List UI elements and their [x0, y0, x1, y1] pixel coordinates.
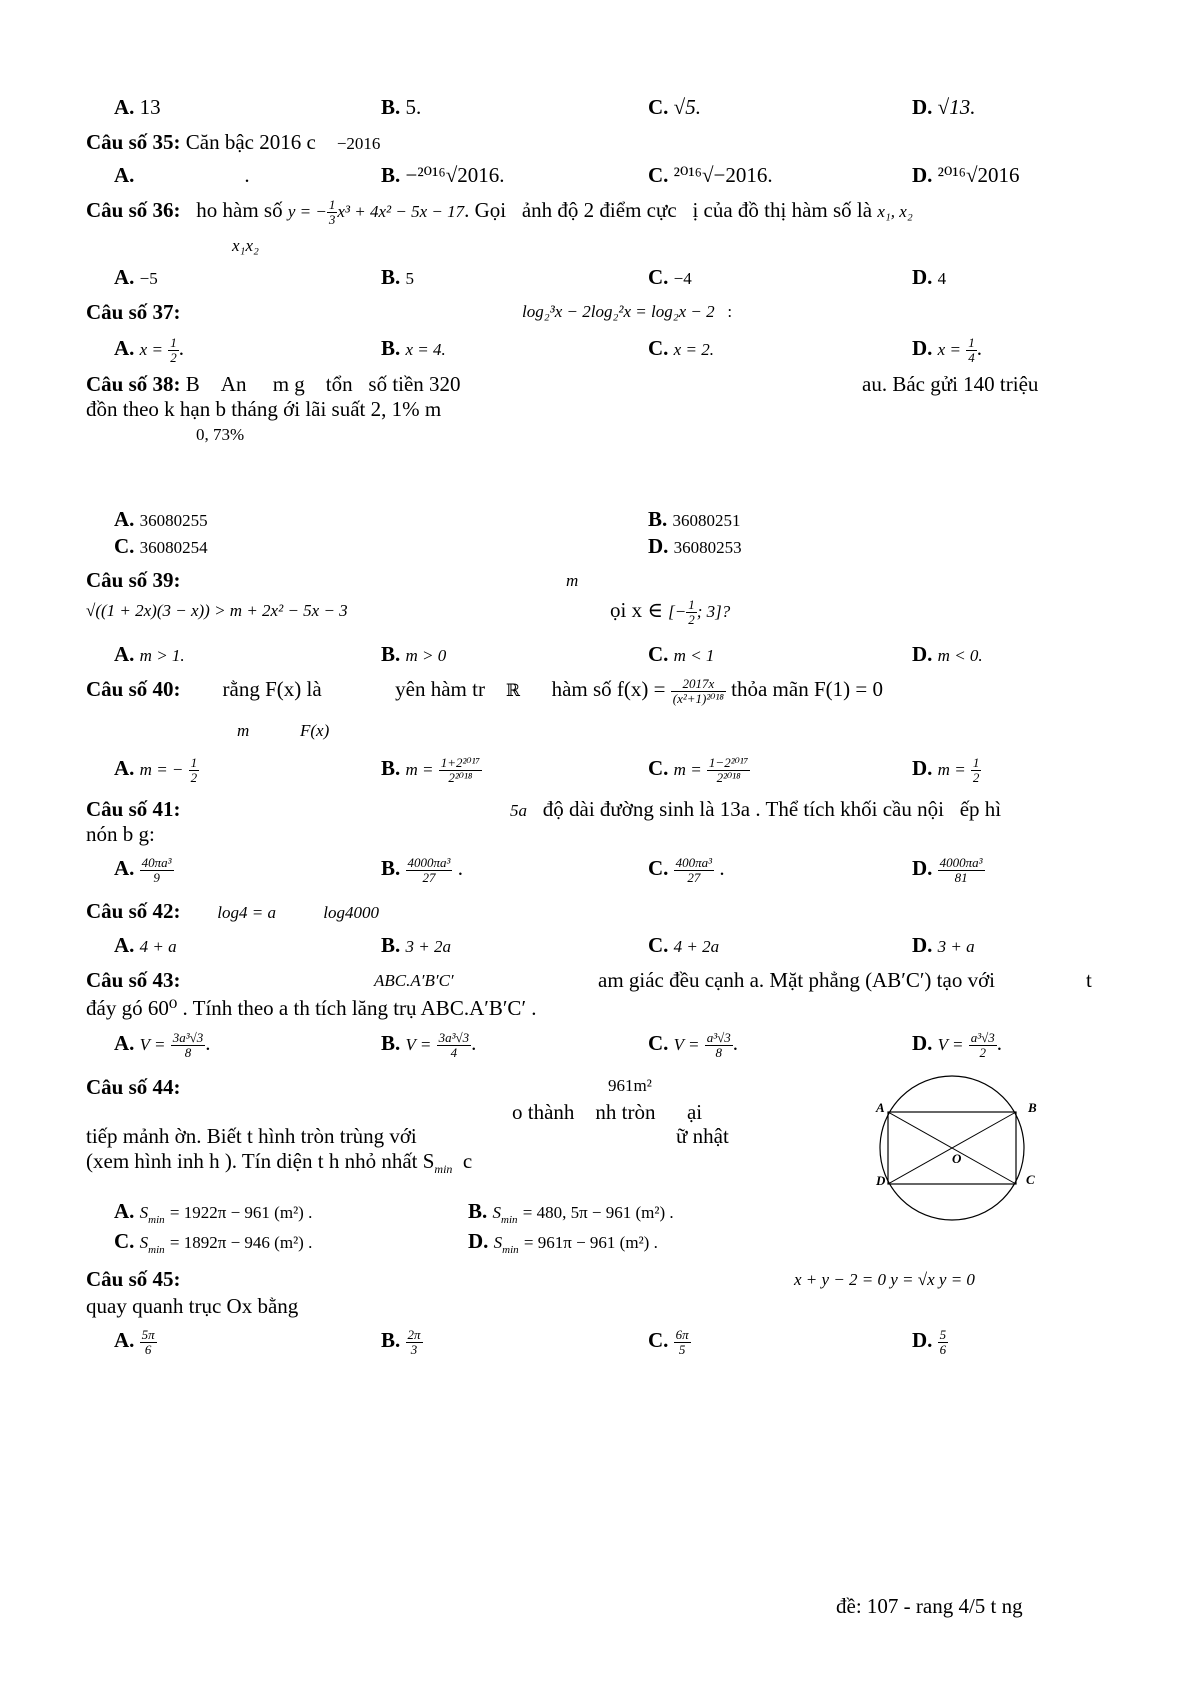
q44-line-4: (xem hình inh h ). Tín diện t h nhỏ nhất $S_{min}$ c — [86, 1149, 473, 1177]
q44-line-3: tiếp mảnh ờn. Biết t hình tròn trùng với — [86, 1124, 417, 1148]
q39-option-a: A. m > 1. — [114, 642, 185, 666]
q44-label: Câu số 44: — [86, 1075, 181, 1099]
q44-figure-point-c: C — [1026, 1172, 1035, 1187]
q45-equations: x + y − 2 = 0 y = √x y = 0 — [794, 1270, 975, 1289]
q43-option-c: C. V = $\frac{\text{a³√3}}{8}$ . — [648, 1030, 739, 1060]
q34-option-c: C. √5. — [648, 95, 701, 119]
q44-option-a: A. $S_{min} = 1922\pi - 961$ (m²) . — [114, 1199, 313, 1227]
q43-stem-end: t — [1086, 968, 1092, 992]
q42-option-a: A. 4 + a — [114, 933, 177, 957]
q44-area: 961m² — [608, 1076, 652, 1095]
q36-option-d: D. 4 — [912, 265, 947, 289]
q44-figure-point-b: B — [1028, 1100, 1037, 1115]
q37-equation: log₂³x − 2log₂²x = log₂x − 2 : — [522, 302, 733, 321]
page-footer: đề: 107 - rang 4/5 t ng — [836, 1594, 1023, 1618]
q44-option-c: C. $S_{min} = 1892\pi - 946$ (m²) . — [114, 1229, 313, 1257]
q43-option-a: A. V = $\frac{\text{3a³√3}}{8}$ . — [114, 1030, 211, 1060]
q44-figure-point-a: A — [876, 1100, 885, 1115]
q40-line-2-F: F(x) — [300, 721, 330, 740]
q41-label: Câu số 41: — [86, 797, 181, 821]
q39-option-c: C. m < 1 — [648, 642, 715, 666]
q44-option-b: B. $S_{min} = 480$, 5π − 961 (m²) . — [468, 1199, 674, 1227]
q40-line-2-m: m — [237, 721, 250, 740]
q36-option-c: C. −4 — [648, 265, 692, 289]
q39-condition: ọi x ∈ [− $\frac{1}{2}$ ; 3]? — [610, 597, 731, 627]
q42-option-d: D. 3 + a — [912, 933, 975, 957]
q36-option-b: B. 5 — [381, 265, 415, 289]
q34-option-a: A. 13 — [114, 95, 161, 119]
q41-option-b: B. $\frac{\text{4000πa³}}{27}$ . — [381, 855, 463, 885]
q42-option-b: B. 3 + 2a — [381, 933, 451, 957]
q45-option-b: B. $\frac{2\pi}{3}$ — [381, 1327, 421, 1357]
q34-option-b: B. 5. — [381, 95, 422, 119]
q34-option-d: D. √13. — [912, 95, 976, 119]
q38-line-2: đồn theo k hạn b tháng ới lãi suất 2, 1% m — [86, 397, 442, 421]
q38-line-1-end: au. Bác gửi 140 triệu — [862, 372, 1039, 396]
q44-figure-circle-rectangle — [870, 1068, 1040, 1228]
q43-prism: ABC.A′B′C′ — [374, 971, 454, 990]
q36-option-a: A. −5 — [114, 265, 158, 289]
q43-stem: am giác đều cạnh a. Mặt phẳng (AB′C′) tạo với — [598, 968, 996, 992]
q41-option-c: C. $\frac{\text{400πa³}}{27}$ . — [648, 855, 725, 885]
q43-line-2: đáy gó 60⁰ . Tính theo a th tích lăng trụ ABC.A′B′C′ . — [86, 996, 537, 1020]
q41-option-a: A. $\frac{\text{40πa³}}{9}$ — [114, 855, 172, 885]
q43-option-b: B. V = $\frac{\text{3a³√3}}{4}$ . — [381, 1030, 477, 1060]
q37-option-a: A. x = $\frac{1}{2}$ . — [114, 335, 184, 365]
q38-line-1: Câu số 38: B An m g tổn số tiền 320 — [86, 372, 461, 396]
q36-stem: Câu số 36: ho hàm số y = − $\frac{1}{3}$ x³ + 4x² − 5x − 17. Gọi ảnh độ 2 điểm cực ị của đồ thị hàm số là x₁, x₂ — [86, 197, 913, 227]
q41-line-2: nón b g: — [86, 822, 155, 846]
q37-label: Câu số 37: — [86, 300, 181, 324]
q40-stem: Câu số 40: rằng F(x) là yên hàm tr ℝ hàm số f(x) = $\frac{2017x}{\text{(x²+1)²⁰¹⁸}}$ thỏa mãn F(1) = 0 — [86, 676, 883, 706]
q40-option-b: B. m = $\frac{\text{1+2²⁰¹⁷}}{\text{2²⁰¹⁸}}$ — [381, 755, 481, 785]
q43-label: Câu số 43: — [86, 968, 181, 992]
q35-stem: Câu số 35: Căn bậc 2016 c −2016 — [86, 130, 381, 154]
q37-option-d: D. x = $\frac{1}{4}$ . — [912, 335, 982, 365]
q42-option-c: C. 4 + 2a — [648, 933, 720, 957]
q40-option-a: A. m = − $\frac{1}{2}$ — [114, 755, 198, 785]
q35-option-d: D. ²⁰¹⁶√2016 — [912, 163, 1020, 187]
q37-option-c: C. x = 2. — [648, 336, 714, 360]
q41-stem: 5a độ dài đường sinh là 13a . Thể tích khối cầu nội ếp hì — [510, 797, 1002, 821]
q39-option-b: B. m > 0 — [381, 642, 447, 666]
q35-option-b: B. −²⁰¹⁶√2016. — [381, 163, 505, 187]
q38-line-3: 0, 73% — [196, 425, 245, 444]
q38-option-c: C. 36080254 — [114, 534, 208, 558]
q39-inequality: √((1 + 2x)(3 − x)) > m + 2x² − 5x − 3 — [86, 601, 348, 620]
q45-option-c: C. $\frac{6\pi}{5}$ — [648, 1327, 689, 1357]
q38-option-d: D. 36080253 — [648, 534, 742, 558]
q40-option-c: C. m = $\frac{\text{1−2²⁰¹⁷}}{\text{2²⁰¹⁸}}$ — [648, 755, 749, 785]
q35-option-a: A. . — [114, 163, 250, 187]
q45-option-d: D. $\frac{5}{6}$ — [912, 1327, 947, 1357]
q45-option-a: A. $\frac{5\pi}{6}$ — [114, 1327, 155, 1357]
q37-option-b: B. x = 4. — [381, 336, 446, 360]
q44-figure-point-o: O — [952, 1151, 962, 1166]
q41-option-d: D. $\frac{\text{4000πa³}}{81}$ — [912, 855, 983, 885]
q38-option-a: A. 36080255 — [114, 507, 208, 531]
q35-option-c: C. ²⁰¹⁶√−2016. — [648, 163, 773, 187]
q38-option-b: B. 36080251 — [648, 507, 741, 531]
q39-label: Câu số 39: — [86, 568, 181, 592]
q43-option-d: D. V = $\frac{\text{a³√3}}{2}$ . — [912, 1030, 1003, 1060]
q44-option-d: D. $S_{min} = 961\pi - 961$ (m²) . — [468, 1229, 658, 1257]
q45-label: Câu số 45: — [86, 1267, 181, 1291]
q39-m: m — [566, 571, 579, 590]
q42-stem: Câu số 42: log4 = a log4000 — [86, 899, 379, 923]
q45-line-2: quay quanh trục Ox bằng — [86, 1294, 299, 1318]
q44-line-2: o thành nh tròn ại — [512, 1100, 703, 1124]
q44-figure-point-d: D — [876, 1173, 886, 1188]
q36-product: x₁x₂ — [232, 236, 259, 255]
q39-option-d: D. m < 0. — [912, 642, 983, 666]
q44-line-3-end: ữ nhật — [676, 1124, 729, 1148]
q40-option-d: D. m = $\frac{1}{2}$ — [912, 755, 980, 785]
